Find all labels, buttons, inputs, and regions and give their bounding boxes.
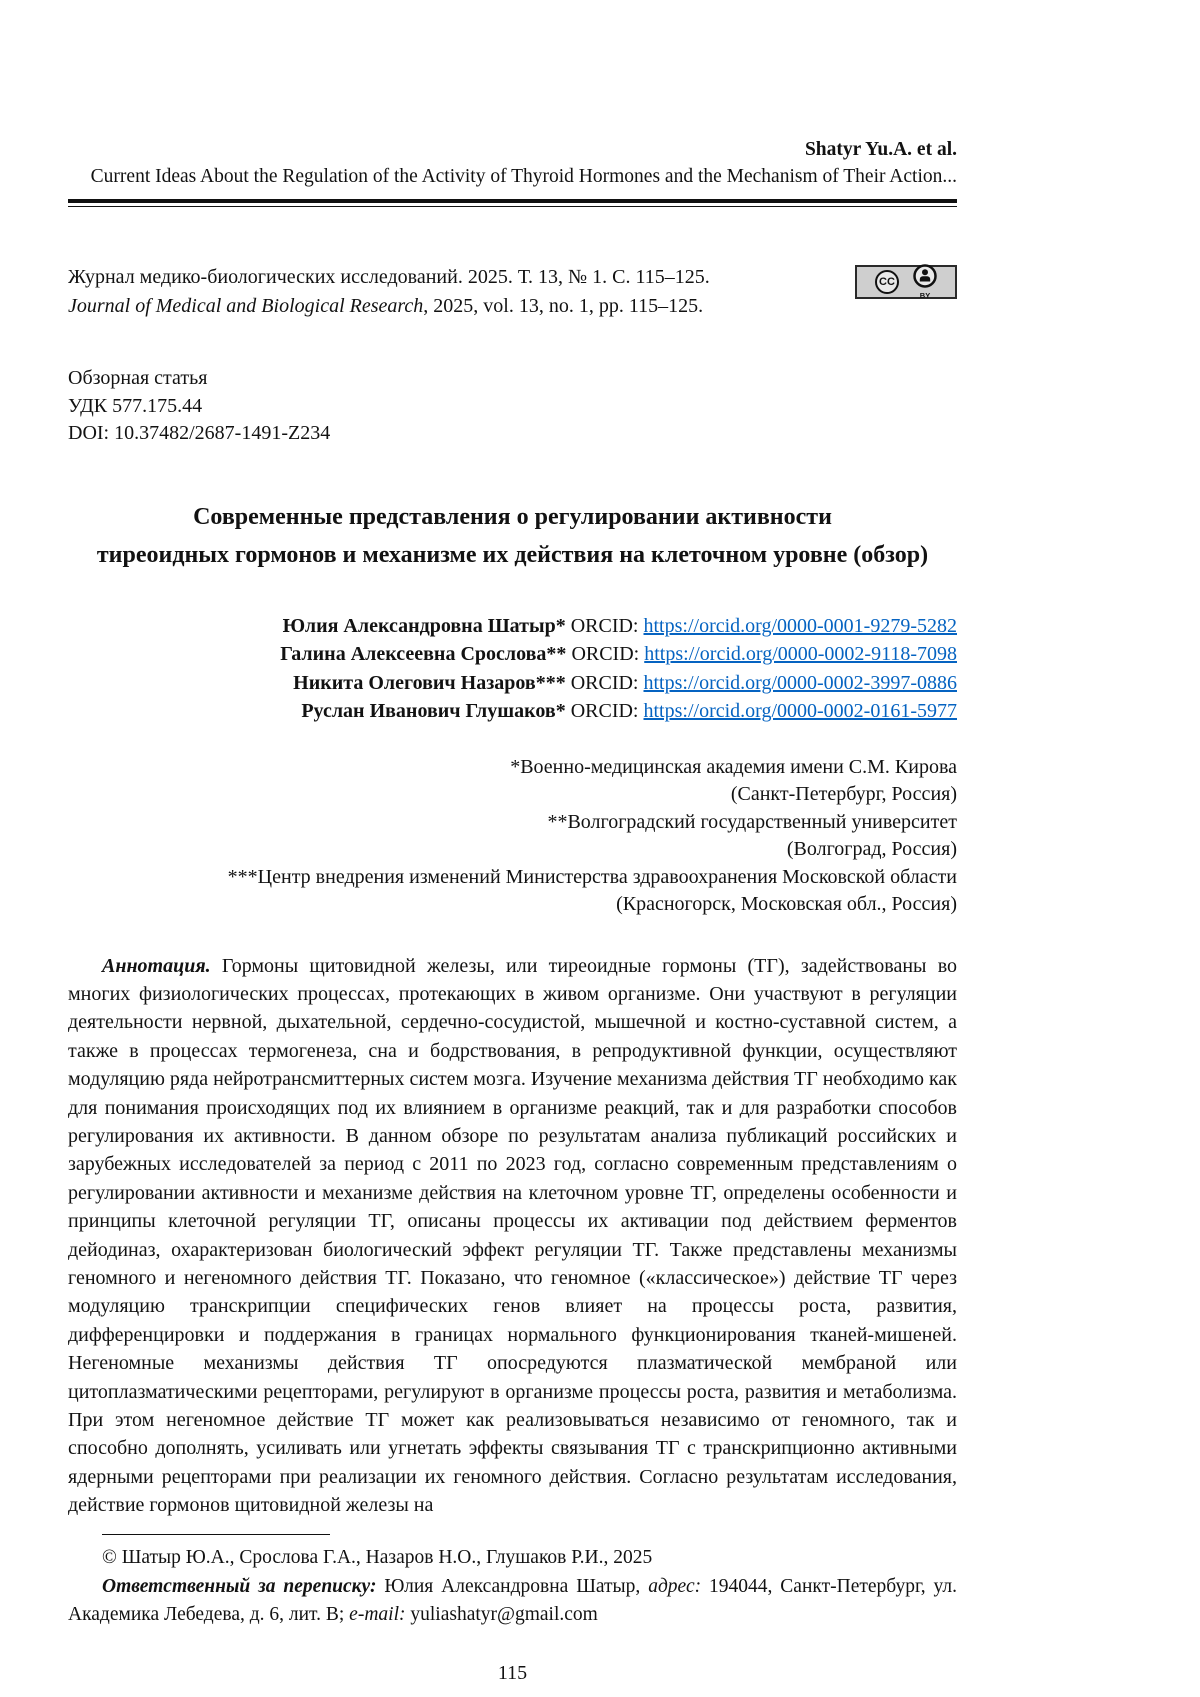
running-header-title: Current Ideas About the Regulation of the Activity of Thyroid Hormones and the Mechanism of Their Action... <box>90 166 957 187</box>
citation-english <box>68 292 710 321</box>
cc-by-attribution <box>913 264 937 300</box>
affiliation-line: (Санкт-Петербург, Россия) <box>730 783 957 805</box>
person-icon <box>913 264 937 292</box>
address-label: адрес: <box>648 1576 702 1598</box>
author-row <box>68 697 957 726</box>
citation-text <box>68 263 710 321</box>
author-name: Никита Олегович Назаров*** <box>293 671 566 694</box>
correspondence-line <box>68 1573 957 1628</box>
email-label: e-mail: <box>349 1603 406 1625</box>
citation-journal-name: Journal of Medical and Biological Research <box>68 295 424 317</box>
cc-by-license-badge <box>855 265 957 299</box>
orcid-link[interactable]: https://orcid.org/0000-0001-9279-5282 <box>643 614 957 637</box>
header-rule <box>68 199 957 207</box>
orcid-link[interactable]: https://orcid.org/0000-0002-3997-0886 <box>643 671 957 694</box>
author-row <box>68 640 957 669</box>
affiliation-line: (Волгоград, Россия) <box>786 838 957 860</box>
citation-english-rest: , 2025, vol. 13, no. 1, pp. 115–125. <box>423 295 704 317</box>
orcid-label: ORCID: <box>570 614 639 637</box>
footnote-rule <box>102 1534 330 1535</box>
doi-number: DOI: 10.37482/2687-1491-Z234 <box>68 422 331 444</box>
affiliations-block <box>68 754 957 919</box>
author-row <box>68 612 957 641</box>
abstract-text: Гормоны щитовидной железы, или тиреоидные гормоны (ТГ), задействованы во многих физиологических процессах, протекающих в живом организме. Они участвуют в регуляции деятельности нервной, дыхательной, сердечно-сосудистой, мышечной и костно-суставной систем, а также в процессах термогенеза, сна и бодрствования, в репродуктивной функции, осуществляют модуляцию ряда нейротрансмиттерных систем мозга. Изучение механизма действия ТГ необходимо как для понимания происходящих под их влиянием в организме реакций, так и для разработки способов регулирования их активности. В данном обзоре по результатам анализа публикаций российских и зарубежных исследователей за период с 2011 по 2023 год, согласно современным представлениям о регулировании активности и механизме действия на клеточном уровне ТГ, определены особенности и принципы клеточной регуляции ТГ, описаны процессы их активации под действием ферментов дейодиназ, охарактеризован биологический эффект регуляции ТГ. Также представлены механизмы геномного и негеномного действия ТГ. Показано, что геномное («классическое») действие ТГ через модуляцию транскрипции специфических генов влияет на процессы роста, развития, дифференцировки и поддержания в границах нормального функционирования тканей-мишеней. Негеномные механизмы действия ТГ опосредуются плазматической мембраной или цитоплазматическими рецепторами, регулируют в организме процессы роста, развития и метаболизма. При этом негеномное действие ТГ может как реализовываться независимо от геномного, так и способно дополнять, усиливать или угнетать эффекты связывания ТГ с транскрипционно активными ядерными рецепторами при реализации их геномного действия. Согласно результатам исследования, действие гормонов щитовидной железы на <box>68 954 958 1517</box>
by-label: BY <box>919 291 931 301</box>
orcid-label: ORCID: <box>570 671 639 694</box>
header-rule-thin <box>68 206 957 208</box>
orcid-label: ORCID: <box>570 700 639 722</box>
author-name: Галина Алексеевна Срослова** <box>280 643 567 665</box>
article-meta <box>68 365 957 448</box>
affiliation-line: *Военно-медицинская академия имени С.М. Кирова <box>510 755 957 778</box>
citation-russian: Журнал медико-биологических исследований. 2025. Т. 13, № 1. С. 115–125. <box>68 266 710 288</box>
orcid-link[interactable]: https://orcid.org/0000-0002-9118-7098 <box>644 643 957 665</box>
affiliation-line: ***Центр внедрения изменений Министерства здравоохранения Московской области <box>227 865 957 888</box>
copyright-line: © Шатыр Ю.А., Срослова Г.А., Назаров Н.О., Глушаков Р.И., 2025 <box>102 1546 653 1568</box>
page-number: 115 <box>497 1662 528 1685</box>
orcid-link[interactable]: https://orcid.org/0000-0002-0161-5977 <box>643 700 957 722</box>
citation-block <box>68 263 957 321</box>
article-title-line1: Современные представления о регулировании активности <box>193 503 832 530</box>
author-name: Юлия Александровна Шатыр* <box>282 614 566 637</box>
header-rule-thick <box>68 199 957 203</box>
udk-number: УДК 577.175.44 <box>68 394 203 417</box>
author-row <box>68 669 957 698</box>
article-title-line2: тиреоидных гормонов и механизме их действия на клеточном уровне (обзор) <box>96 541 929 568</box>
correspondence-label: Ответственный за переписку: <box>102 1576 377 1598</box>
running-header-authors: Shatyr Yu.A. et al. <box>804 139 957 160</box>
authors-block <box>68 612 957 726</box>
abstract-paragraph <box>68 952 957 1520</box>
orcid-label: ORCID: <box>571 643 640 665</box>
footnote-block <box>68 1534 957 1629</box>
address-value: 194044, Санкт-Петербург, ул. Академика Лебедева, д. 6, лит. В; <box>68 1576 958 1625</box>
creative-commons-icon: CC <box>875 270 899 294</box>
article-title <box>68 498 957 574</box>
email-value: yuliashatyr@gmail.com <box>410 1603 598 1625</box>
running-header <box>68 136 957 207</box>
affiliation-line: **Волгоградский государственный университет <box>547 810 957 833</box>
article-type: Обзорная статья <box>68 367 208 389</box>
affiliation-line: (Красногорск, Московская обл., Россия) <box>616 893 957 915</box>
author-name: Руслан Иванович Глушаков* <box>301 700 566 722</box>
correspondence-name: Юлия Александровна Шатыр, <box>384 1576 641 1598</box>
abstract-label: Аннотация. <box>102 954 211 977</box>
